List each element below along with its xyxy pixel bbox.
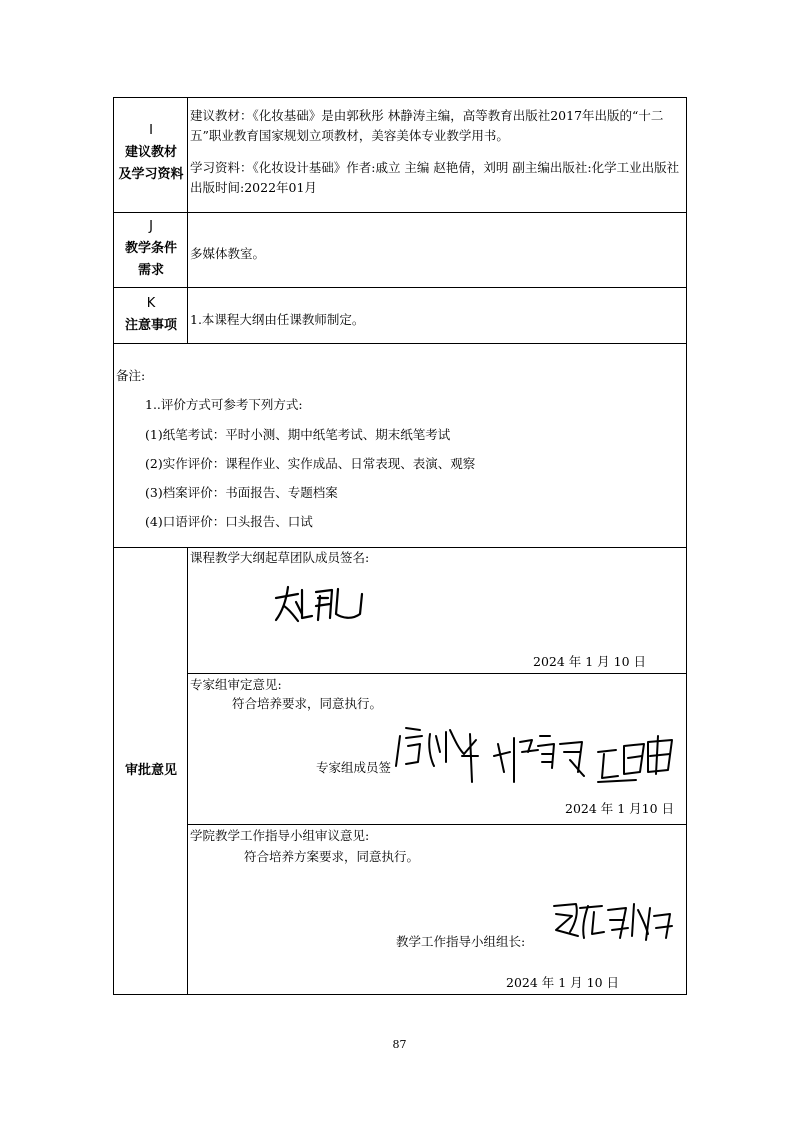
expert-date: 2024 年 1 月10 日 [565, 801, 675, 816]
textbook-text: 建议教材：《化妆基础》是由郭秋彤 林静涛主编，高等教育出版社2017年出版的“十二五”职业教育国家规划立项教材，美容美体专业教学用书。 [190, 108, 664, 143]
college-title: 学院教学工作指导小组审议意见: [190, 828, 370, 843]
conditions-label-line1: 教学条件 [124, 241, 177, 256]
expert-opinion: 符合培养要求，同意执行。 [232, 696, 383, 711]
remarks-item: (2)实作评价：课程作业、实作成品、日常表现、表演、观察 [145, 456, 476, 471]
cell-divider [187, 824, 687, 825]
page-number: 87 [392, 1038, 407, 1051]
cell-divider [187, 673, 687, 674]
materials-label-letter: I [149, 123, 153, 138]
row-divider [113, 212, 687, 213]
drafting-date: 2024 年 1 月 10 日 [533, 654, 647, 669]
expert-title: 专家组审定意见: [190, 677, 282, 692]
remarks-intro: 1..评价方式可参考下列方式: [145, 397, 303, 412]
expert-signatures [392, 722, 684, 792]
notes-text: 1.本课程大纲由任课教师制定。 [190, 312, 365, 327]
college-opinion: 符合培养方案要求，同意执行。 [244, 849, 420, 864]
expert-signer-label: 专家组成员签 [316, 760, 392, 775]
conditions-label [114, 216, 188, 282]
materials-label [114, 120, 188, 186]
materials-label-line1: 建议教材 [124, 145, 177, 160]
remarks-title: 备注: [116, 368, 146, 383]
college-date: 2024 年 1 月 10 日 [506, 975, 620, 990]
college-signer-label: 教学工作指导小组组长: [396, 934, 526, 949]
study-material-text: 学习资料：《化妆设计基础》作者:戚立 主编 赵艳倩，刘明 副主编出版社:化学工业出版社出版时间:2022年01月 [190, 160, 680, 195]
conditions-label-line2: 需求 [137, 263, 164, 278]
remarks-item: (1)纸笔考试：平时小测、期中纸笔考试、期末纸笔考试 [145, 427, 451, 442]
conditions-text: 多媒体教室。 [190, 246, 266, 261]
drafting-signature [272, 584, 372, 626]
conditions-label-letter: J [149, 219, 153, 234]
remarks-item: (3)档案评价：书面报告、专题档案 [145, 485, 338, 500]
row-divider [113, 287, 687, 288]
notes-label-letter: K [146, 296, 156, 311]
approval-label: 审批意见 [124, 763, 177, 778]
remarks-item: (4)口语评价：口头报告、口试 [145, 514, 313, 529]
drafting-title: 课程教学大纲起草团队成员签名: [190, 550, 370, 565]
notes-label-line1: 注意事项 [124, 318, 177, 333]
materials-label-line2: 及学习资料 [118, 167, 184, 182]
notes-label [114, 293, 188, 337]
college-signature [548, 898, 676, 946]
row-divider [113, 343, 687, 344]
